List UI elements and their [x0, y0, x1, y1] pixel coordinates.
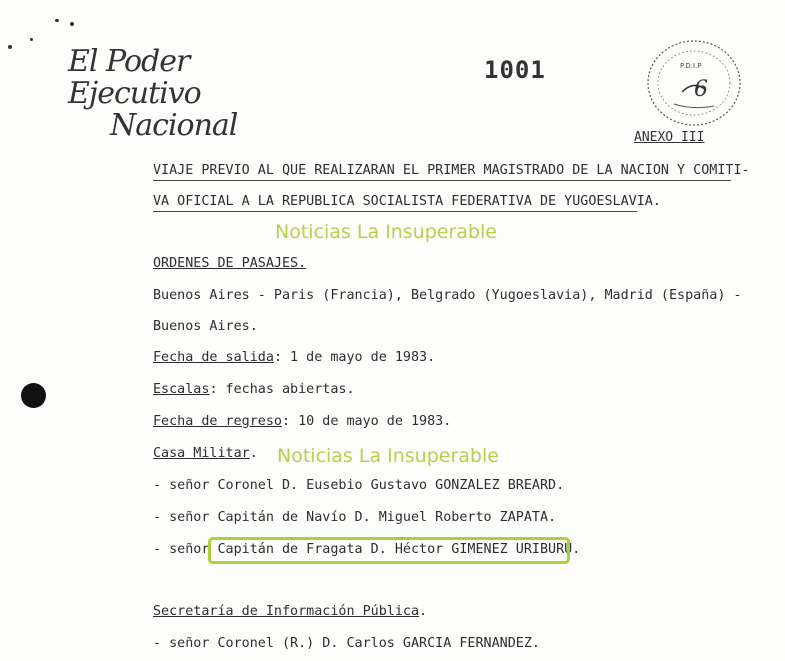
departure-value: : 1 de mayo de 1983. [273, 350, 436, 365]
stops-value: : fechas abiertas. [209, 382, 355, 397]
route-line-1: Buenos Aires - Paris (Francia), Belgrado (Yugoeslavia), Madrid (España) - [153, 288, 742, 303]
member-name: Capitán de Navío D. Miguel Roberto ZAPATA. [209, 510, 557, 525]
document-number: 1001 [484, 56, 546, 84]
military-heading: Casa Militar [153, 446, 250, 461]
watermark-text: Noticias La Insuperable [277, 445, 499, 467]
paper-speck [70, 22, 74, 26]
stops-label: Escalas [153, 382, 210, 397]
letterhead-line-1: El Poder Ejecutivo [68, 44, 201, 111]
annex-label: ANEXO III [634, 130, 705, 145]
member-name: Coronel D. Eusebio Gustavo GONZALEZ BREARD. [209, 478, 565, 493]
title-underline [153, 180, 731, 181]
paper-speck [8, 45, 12, 49]
binder-hole [21, 383, 46, 408]
title-underline [153, 211, 637, 212]
departure-label: Fecha de salida [153, 350, 274, 365]
title-line-2: VA OFICIAL A LA REPUBLICA SOCIALISTA FEDERATIVA DE YUGOESLAVIA. [153, 194, 661, 209]
list-item [153, 478, 564, 493]
information-heading: Secretaría de Información Pública [153, 604, 420, 619]
seal-text: P.D.I.P [680, 62, 702, 70]
list-item: - señor Coronel (R.) D. Carlos GARCIA FERNANDEZ. [153, 636, 540, 651]
paper-speck [55, 19, 59, 22]
member-prefix: - señor [153, 542, 210, 557]
highlight-box [208, 537, 570, 564]
military-heading-line [153, 446, 258, 461]
stops-line [153, 382, 355, 397]
route-line-2: Buenos Aires. [153, 319, 258, 334]
departure-line [153, 350, 435, 365]
member-prefix: - señor [153, 510, 210, 525]
paper-speck [30, 38, 33, 41]
letterhead [68, 46, 298, 142]
seal-digit: 6 [694, 77, 708, 102]
information-heading-suffix: . [419, 604, 428, 619]
watermark-text: Noticias La Insuperable [275, 221, 497, 243]
title-line-1: VIAJE PREVIO AL QUE REALIZARAN EL PRIMER MAGISTRADO DE LA NACION Y COMITI- [153, 163, 750, 178]
return-line [153, 414, 451, 429]
return-label: Fecha de regreso [153, 414, 282, 429]
return-value: : 10 de mayo de 1983. [282, 414, 452, 429]
list-item [153, 510, 556, 525]
letterhead-line-2: Nacional [110, 108, 238, 143]
official-seal-icon [644, 36, 748, 128]
member-name: Capitán de Fragata D. Héctor GIMENEZ URIBURU. [209, 542, 581, 557]
information-heading-line [153, 604, 427, 619]
passages-heading: ORDENES DE PASAJES. [153, 256, 307, 271]
military-heading-suffix: . [249, 446, 258, 461]
member-prefix: - señor [153, 478, 210, 493]
